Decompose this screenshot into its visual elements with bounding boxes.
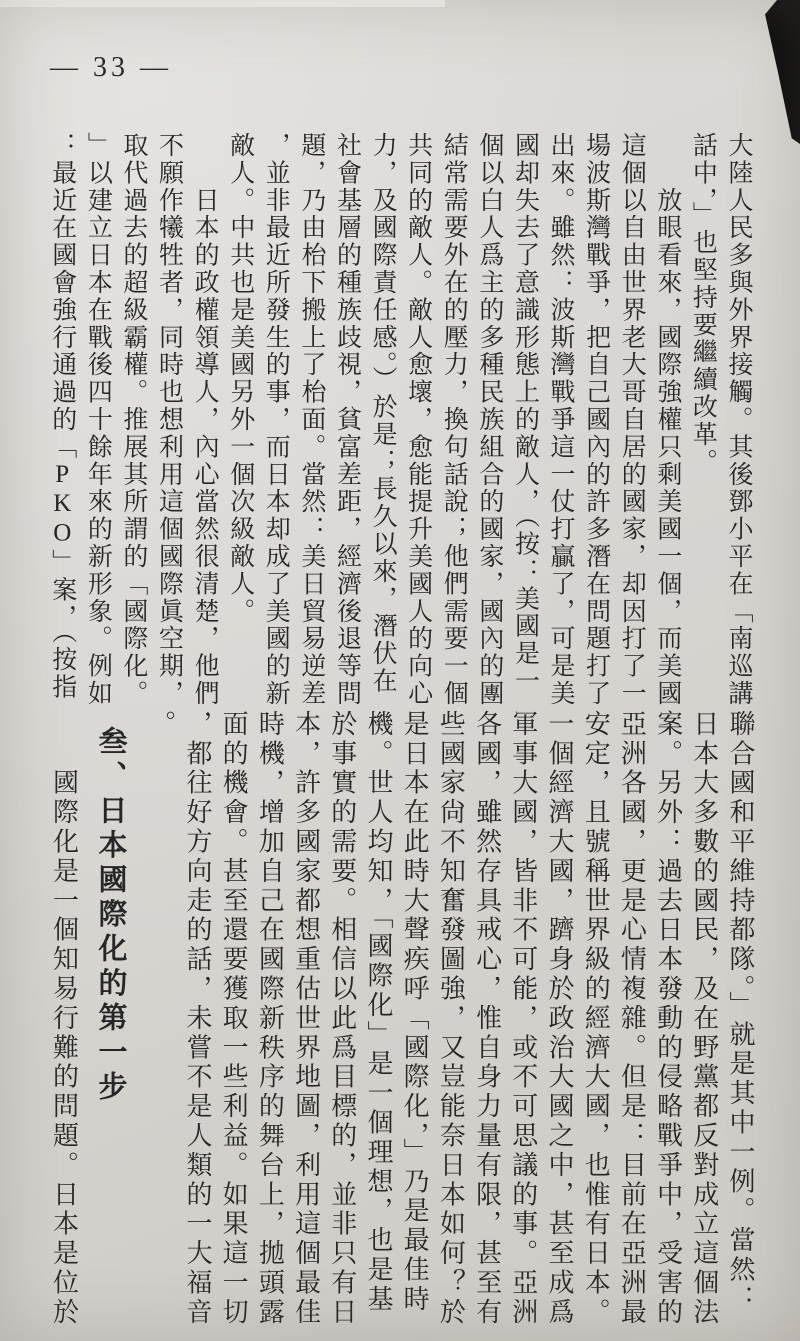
page-number: — 33 —: [50, 52, 172, 83]
text-column: ，並非最近所發生的事，而日本却成了美國的新: [262, 132, 290, 708]
text-column: 軍事大國，皆非不可能，或不可思議的事。亞洲: [508, 710, 538, 1328]
text-column: 是日本在此時大聲疾呼「國際化，」乃是最佳時: [400, 710, 430, 1315]
text-column: 個以白人爲主的多種民族組合的國家，國內的團: [475, 132, 503, 708]
text-column: 些國家尙不知奮發圖強，又豈能奈日本如何？於: [436, 710, 466, 1328]
text-column: 。: [146, 710, 176, 740]
text-column: 放眼看來，國際強權只剩美國一個，而美國: [653, 132, 681, 708]
text-column: 這個以自由世界老大哥自居的國家，却因打了一: [618, 132, 646, 708]
text-column: 機。世人均知，「國際化」是一個理想，也是基: [363, 710, 393, 1315]
text-column: 國際化是一個知易行難的問題。日本是位於: [49, 710, 79, 1328]
text-column: 共同的敵人。敵人愈壞，愈能提升美國人的向心: [404, 132, 432, 708]
text-column: 面的機會。甚至還要獲取一些利益。如果這一切: [219, 710, 249, 1328]
text-block-upper: [44, 132, 756, 712]
text-column: 於事實的需要。相信以此爲目標的，並非只有日: [327, 710, 357, 1328]
text-column: 日本大多數的國民，及在野黨都反對成立這個法: [689, 710, 719, 1328]
text-column: ：最近在國會強行通過的「PKO」案，（按指: [48, 132, 76, 701]
text-column: 不願作犧牲者，同時也想利用這個國際眞空期，: [155, 132, 183, 708]
text-column: 案。另外：過去日本發動的侵略戰爭中，受害的: [653, 710, 683, 1328]
text-column: 本，許多國家都想重估世界地圖，利用這個最佳: [291, 710, 321, 1328]
text-column: 」以建立日本在戰後四十餘年來的新形象。例如: [84, 132, 112, 708]
text-column: 取代過去的超級霸權。推展其所謂的「國際化。: [119, 132, 147, 708]
text-column: 安定，且號稱世界級的經濟大國，也惟有日本。: [581, 710, 611, 1328]
text-column: 聯合國和平維持都隊。」就是其中一例。當然：: [726, 710, 755, 1315]
text-column: 力，及國際責任感。）於是；長久以來，潛伏在: [369, 132, 397, 695]
scan-corner-artifact: [754, 0, 800, 144]
section-heading: 叁、日本國際化的第一步: [94, 726, 127, 1106]
text-column: 各國，雖然存具戒心，惟自身力量有限，甚至有: [472, 710, 502, 1328]
text-column: 一個經濟大國，躋身於政治大國之中，甚至成爲: [544, 710, 574, 1328]
text-column: 結常需要外在的壓力，換句話說；他們需要一個: [440, 132, 468, 708]
text-column: 大陸人民多與外界接觸。其後鄧小平在「南巡講: [725, 132, 752, 708]
text-column: 題，乃由枱下搬上了枱面。當然：美日貿易逆差: [297, 132, 325, 708]
text-column: 社會基層的種族歧視，貧富差距，經濟後退等問: [333, 132, 361, 708]
text-column: 日本的政權領導人，內心當然很清楚，他們: [191, 132, 219, 708]
text-column: 國却失去了意識形態上的敵人，（按：美國是一: [511, 132, 539, 695]
scan-edge-artifact: [0, 0, 445, 7]
text-column: 出來。雖然：波斯灣戰爭這一仗打贏了，可是美: [547, 132, 575, 708]
text-column: 敵人。中共也是美國另外一個次級敵人。: [226, 132, 254, 626]
text-column: 時機，增加自己在國際新秩序的舞台上，拋頭露: [255, 710, 285, 1328]
text-column: 亞洲各國，更是心情複雜。但是：目前在亞洲最: [617, 710, 647, 1328]
text-column: 話中，」也堅持要繼續改革。: [689, 132, 717, 476]
text-column: ，都往好方向走的話，未嘗不是人類的一大福音: [182, 710, 212, 1328]
text-column: 場波斯灣戰爭，把自己國內的許多潛在問題打了: [582, 132, 610, 708]
text-block-lower: [45, 710, 758, 1336]
